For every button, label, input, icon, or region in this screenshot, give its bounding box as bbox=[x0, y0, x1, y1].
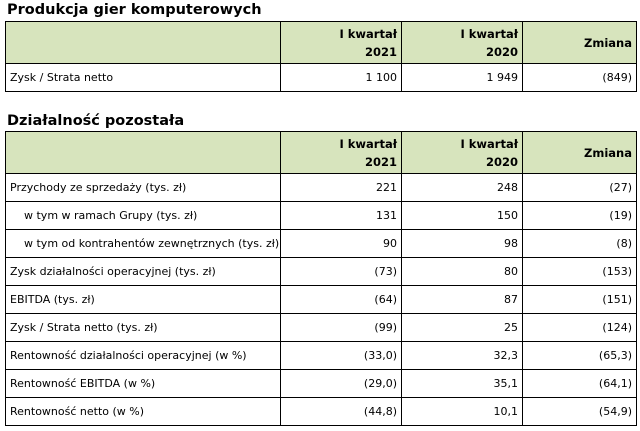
value-2020: 35,1 bbox=[402, 370, 523, 398]
value-2021: (99) bbox=[281, 314, 402, 342]
header-q1-2021-line1: I kwartał bbox=[339, 136, 397, 151]
row-label: Rentowność działalności operacyjnej (w %) bbox=[6, 342, 281, 370]
value-2020: 32,3 bbox=[402, 342, 523, 370]
header-q1-2020-line2: 2020 bbox=[485, 154, 518, 169]
table-header-row bbox=[6, 22, 637, 64]
header-q1-2020-line1: I kwartał bbox=[460, 136, 518, 151]
value-change: (124) bbox=[523, 314, 637, 342]
value-2021: 1 100 bbox=[281, 64, 402, 92]
header-q1-2021-line1: I kwartał bbox=[339, 26, 397, 41]
table-row bbox=[6, 314, 637, 342]
header-q1-2020-line1: I kwartał bbox=[460, 26, 518, 41]
value-2021: (73) bbox=[281, 258, 402, 286]
header-change: Zmiana bbox=[523, 22, 637, 64]
value-change: (8) bbox=[523, 230, 637, 258]
value-2020: 1 949 bbox=[402, 64, 523, 92]
value-2020: 87 bbox=[402, 286, 523, 314]
other-activity-table bbox=[5, 131, 637, 426]
table-row bbox=[6, 64, 637, 92]
row-label: Zysk / Strata netto (tys. zł) bbox=[6, 314, 281, 342]
value-2021: 221 bbox=[281, 174, 402, 202]
header-empty-cell bbox=[6, 22, 281, 64]
table-row bbox=[6, 370, 637, 398]
value-2021: (44,8) bbox=[281, 398, 402, 426]
row-label: w tym od kontrahentów zewnętrznych (tys. zł) bbox=[6, 230, 281, 258]
section-title-games: Produkcja gier komputerowych bbox=[7, 2, 262, 18]
value-2021: 90 bbox=[281, 230, 402, 258]
table-row bbox=[6, 342, 637, 370]
row-label: Rentowność EBITDA (w %) bbox=[6, 370, 281, 398]
row-label: Rentowność netto (w %) bbox=[6, 398, 281, 426]
row-label: Zysk / Strata netto bbox=[6, 64, 281, 92]
header-q1-2021 bbox=[281, 132, 402, 174]
value-change: (27) bbox=[523, 174, 637, 202]
value-2020: 248 bbox=[402, 174, 523, 202]
table-row bbox=[6, 230, 637, 258]
header-q1-2020 bbox=[402, 132, 523, 174]
games-table bbox=[5, 21, 637, 92]
value-2020: 10,1 bbox=[402, 398, 523, 426]
value-2020: 150 bbox=[402, 202, 523, 230]
header-q1-2021 bbox=[281, 22, 402, 64]
value-2020: 98 bbox=[402, 230, 523, 258]
value-change: (849) bbox=[523, 64, 637, 92]
table-header-row bbox=[6, 132, 637, 174]
value-change: (65,3) bbox=[523, 342, 637, 370]
table-row bbox=[6, 174, 637, 202]
value-2021: (33,0) bbox=[281, 342, 402, 370]
value-2021: (29,0) bbox=[281, 370, 402, 398]
value-2021: 131 bbox=[281, 202, 402, 230]
header-empty-cell bbox=[6, 132, 281, 174]
row-label: w tym w ramach Grupy (tys. zł) bbox=[6, 202, 281, 230]
value-change: (64,1) bbox=[523, 370, 637, 398]
table-row bbox=[6, 398, 637, 426]
header-q1-2021-line2: 2021 bbox=[364, 44, 397, 59]
row-label: Zysk działalności operacyjnej (tys. zł) bbox=[6, 258, 281, 286]
value-2021: (64) bbox=[281, 286, 402, 314]
value-change: (151) bbox=[523, 286, 637, 314]
table-row bbox=[6, 286, 637, 314]
header-q1-2020 bbox=[402, 22, 523, 64]
value-change: (153) bbox=[523, 258, 637, 286]
table-row bbox=[6, 202, 637, 230]
table-row bbox=[6, 258, 637, 286]
header-q1-2020-line2: 2020 bbox=[485, 44, 518, 59]
section-title-other: Działalność pozostała bbox=[7, 113, 185, 129]
value-2020: 80 bbox=[402, 258, 523, 286]
header-change: Zmiana bbox=[523, 132, 637, 174]
value-2020: 25 bbox=[402, 314, 523, 342]
value-change: (54,9) bbox=[523, 398, 637, 426]
row-label: Przychody ze sprzedaży (tys. zł) bbox=[6, 174, 281, 202]
header-q1-2021-line2: 2021 bbox=[364, 154, 397, 169]
row-label: EBITDA (tys. zł) bbox=[6, 286, 281, 314]
value-change: (19) bbox=[523, 202, 637, 230]
